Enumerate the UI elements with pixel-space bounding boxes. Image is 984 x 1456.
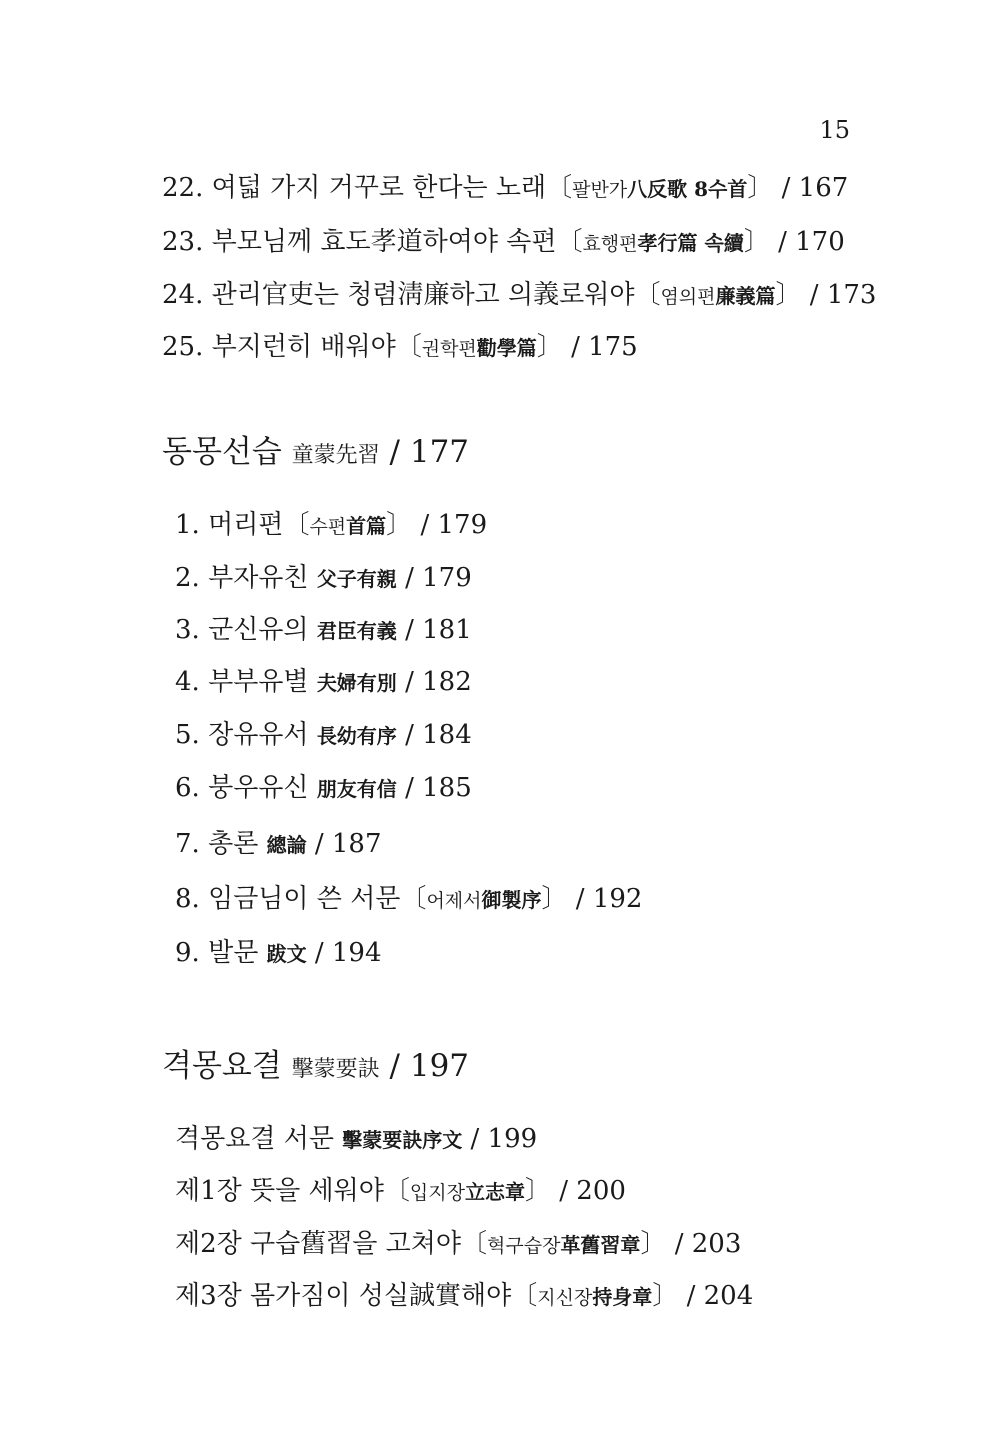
toc-item-s2-2 bbox=[175, 1175, 626, 1209]
item-page: 185 bbox=[422, 773, 472, 803]
item-page: 184 bbox=[422, 720, 472, 750]
bracket-close: 〕 bbox=[775, 280, 802, 310]
item-reading: 혁구습장 bbox=[487, 1235, 561, 1257]
toc-item-s1-5 bbox=[175, 719, 472, 752]
bracket-open: 〔 bbox=[383, 1176, 410, 1206]
separator: / bbox=[405, 563, 414, 593]
item-reading: 팔반가 bbox=[572, 179, 628, 201]
separator: / bbox=[559, 1176, 569, 1206]
item-number: 7. bbox=[175, 829, 200, 859]
item-page: 167 bbox=[798, 173, 849, 203]
item-number: 5. bbox=[175, 720, 200, 750]
bracket-close: 〕 bbox=[640, 1229, 667, 1259]
bracket-open: 〔 bbox=[556, 227, 583, 257]
item-page: 187 bbox=[331, 829, 382, 859]
bracket-close: 〕 bbox=[536, 332, 563, 362]
item-page: 200 bbox=[576, 1176, 626, 1206]
item-reading: 어제서 bbox=[426, 890, 482, 912]
bracket-close: 〕 bbox=[386, 510, 413, 540]
item-page: 194 bbox=[331, 938, 382, 968]
item-number: 9. bbox=[175, 938, 200, 968]
item-title: 부부유별 bbox=[208, 667, 309, 697]
toc-item-s1-1 bbox=[175, 509, 487, 543]
item-page: 203 bbox=[691, 1229, 742, 1259]
item-hanja: 御製序 bbox=[481, 888, 542, 912]
item-number: 2. bbox=[175, 563, 200, 593]
separator: / bbox=[389, 1048, 400, 1084]
item-reading: 지신장 bbox=[537, 1287, 593, 1309]
separator: / bbox=[405, 667, 414, 697]
item-reading: 입지장 bbox=[409, 1182, 465, 1204]
separator: / bbox=[674, 1229, 684, 1259]
item-page: 204 bbox=[703, 1281, 754, 1311]
section-hanja: 擊蒙要訣 bbox=[291, 1057, 380, 1082]
item-page: 175 bbox=[588, 332, 638, 362]
bracket-close: 〕 bbox=[743, 227, 770, 257]
item-hanja: 首篇 bbox=[346, 514, 387, 538]
item-hanja: 孝行篇 속續 bbox=[637, 231, 744, 255]
toc-item-s1-4 bbox=[175, 666, 472, 699]
item-page: 173 bbox=[826, 280, 877, 310]
separator: / bbox=[405, 773, 414, 803]
bracket-open: 〔 bbox=[546, 173, 573, 203]
section-hanja: 童蒙先習 bbox=[291, 443, 380, 468]
item-page: 192 bbox=[592, 884, 643, 914]
toc-item-22 bbox=[162, 172, 848, 206]
item-hanja: 勸學篇 bbox=[476, 336, 537, 360]
bracket-open: 〔 bbox=[461, 1229, 488, 1259]
item-number: 23. bbox=[162, 227, 204, 257]
item-hanja: 持身章 bbox=[592, 1285, 653, 1309]
item-title: 제1장 뜻을 세워야 bbox=[175, 1176, 384, 1206]
toc-item-s1-9 bbox=[175, 937, 382, 970]
item-page: 170 bbox=[795, 227, 845, 257]
section-heading-dongmong bbox=[162, 436, 469, 472]
item-hanja: 擊蒙要訣序文 bbox=[342, 1128, 463, 1152]
toc-item-25 bbox=[162, 331, 638, 365]
item-hanja: 長幼有序 bbox=[316, 724, 397, 748]
item-number: 8. bbox=[175, 884, 200, 914]
separator: / bbox=[686, 1281, 696, 1311]
item-number: 6. bbox=[175, 773, 200, 803]
section-page: 177 bbox=[409, 434, 470, 470]
section-title: 격몽요결 bbox=[162, 1048, 282, 1084]
separator: / bbox=[314, 829, 324, 859]
separator: / bbox=[575, 884, 585, 914]
item-page: 179 bbox=[437, 510, 488, 540]
item-page: 182 bbox=[422, 667, 472, 697]
item-number: 3. bbox=[175, 615, 200, 645]
toc-item-s1-8 bbox=[175, 883, 642, 917]
section-page: 197 bbox=[409, 1048, 470, 1084]
bracket-close: 〕 bbox=[652, 1281, 679, 1311]
separator: / bbox=[314, 938, 324, 968]
item-hanja: 君臣有義 bbox=[316, 619, 397, 643]
separator: / bbox=[420, 510, 430, 540]
item-page: 199 bbox=[487, 1124, 538, 1154]
toc-item-s1-2 bbox=[175, 562, 472, 595]
item-hanja: 父子有親 bbox=[316, 567, 397, 591]
toc-item-23 bbox=[162, 226, 845, 260]
item-hanja: 夫婦有別 bbox=[316, 671, 397, 695]
separator: / bbox=[809, 280, 819, 310]
bracket-open: 〔 bbox=[283, 510, 310, 540]
separator: / bbox=[405, 615, 414, 645]
bracket-open: 〔 bbox=[634, 280, 661, 310]
bracket-open: 〔 bbox=[395, 332, 422, 362]
toc-item-s2-3 bbox=[175, 1228, 741, 1262]
bracket-close: 〕 bbox=[747, 173, 774, 203]
item-reading: 수편 bbox=[309, 516, 347, 538]
item-title: 장유유서 bbox=[208, 720, 309, 750]
item-number: 22. bbox=[162, 173, 204, 203]
item-title: 제2장 구습舊習을 고쳐야 bbox=[175, 1229, 461, 1259]
item-hanja: 朋友有信 bbox=[316, 777, 397, 801]
item-title: 임금님이 쓴 서문 bbox=[208, 884, 401, 914]
item-title: 격몽요결 서문 bbox=[175, 1124, 334, 1154]
toc-item-s1-3 bbox=[175, 614, 472, 647]
item-hanja: 總論 bbox=[266, 833, 307, 857]
item-number: 1. bbox=[175, 510, 200, 540]
item-title: 부지런히 배워야 bbox=[211, 332, 396, 362]
item-title: 군신유의 bbox=[208, 615, 309, 645]
item-title: 관리官吏는 청렴淸廉하고 의義로워야 bbox=[211, 280, 635, 310]
item-hanja: 跋文 bbox=[266, 942, 307, 966]
bracket-close: 〕 bbox=[524, 1176, 551, 1206]
separator: / bbox=[405, 720, 414, 750]
toc-item-24 bbox=[162, 279, 876, 313]
separator: / bbox=[781, 173, 791, 203]
bracket-open: 〔 bbox=[400, 884, 427, 914]
toc-item-s1-7 bbox=[175, 828, 382, 861]
section-heading-gyeokmong bbox=[162, 1050, 469, 1086]
item-title: 제3장 몸가짐이 성실誠實해야 bbox=[175, 1281, 512, 1311]
item-number: 24. bbox=[162, 280, 204, 310]
item-reading: 권학편 bbox=[421, 338, 477, 360]
item-title: 총론 bbox=[208, 829, 259, 859]
toc-item-s1-6 bbox=[175, 772, 472, 805]
item-reading: 염의편 bbox=[660, 286, 716, 308]
item-title: 머리편 bbox=[208, 510, 284, 540]
page-number: 15 bbox=[819, 116, 850, 144]
item-title: 부모님께 효도孝道하여야 속편 bbox=[211, 227, 557, 257]
item-hanja: 革舊習章 bbox=[560, 1233, 641, 1257]
item-hanja: 八反歌 8수首 bbox=[627, 177, 748, 201]
toc-item-s2-4 bbox=[175, 1280, 753, 1314]
item-page: 179 bbox=[422, 563, 472, 593]
separator: / bbox=[571, 332, 580, 362]
item-number: 4. bbox=[175, 667, 200, 697]
item-hanja: 廉義篇 bbox=[715, 284, 776, 308]
separator: / bbox=[470, 1124, 480, 1154]
bracket-open: 〔 bbox=[511, 1281, 538, 1311]
separator: / bbox=[389, 434, 400, 470]
item-reading: 효행편 bbox=[582, 233, 638, 255]
section-title: 동몽선습 bbox=[162, 434, 282, 470]
bracket-close: 〕 bbox=[541, 884, 568, 914]
item-hanja: 立志章 bbox=[464, 1180, 525, 1204]
toc-item-s2-1 bbox=[175, 1123, 537, 1156]
item-title: 부자유친 bbox=[208, 563, 309, 593]
separator: / bbox=[778, 227, 787, 257]
item-title: 여덟 가지 거꾸로 한다는 노래 bbox=[211, 173, 547, 203]
item-title: 발문 bbox=[208, 938, 259, 968]
item-number: 25. bbox=[162, 332, 204, 362]
item-page: 181 bbox=[422, 615, 472, 645]
item-title: 붕우유신 bbox=[208, 773, 309, 803]
